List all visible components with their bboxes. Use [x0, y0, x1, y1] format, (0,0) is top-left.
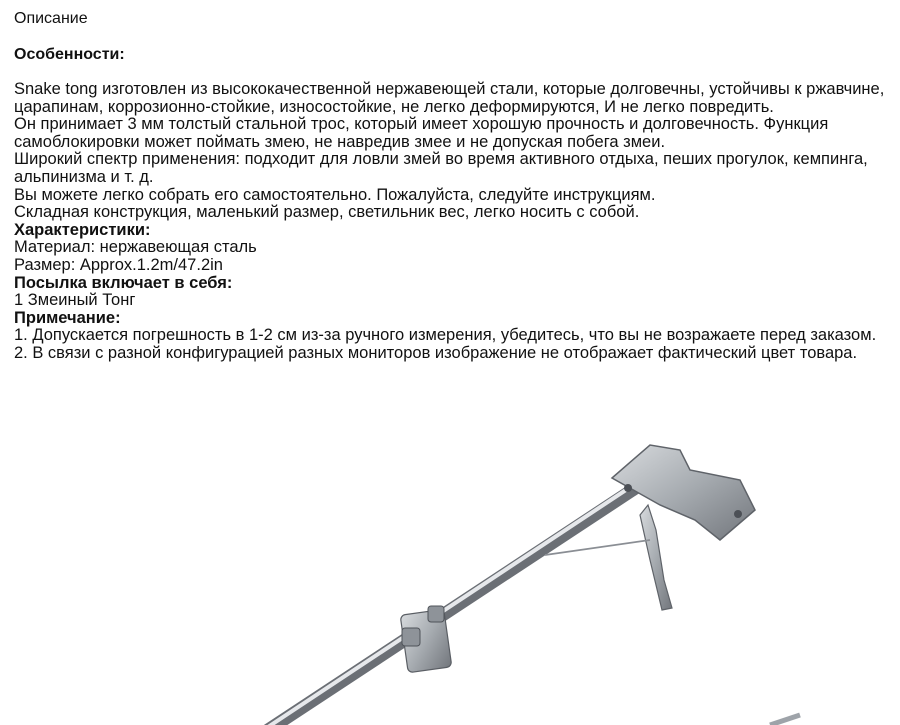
spec-line: Материал: нержавеющая сталь: [14, 238, 257, 257]
snake-tong-photo: [0, 430, 900, 725]
spec-line: Размер: Approx.1.2m/47.2in: [14, 255, 223, 274]
package-heading: Посылка включает в себя:: [14, 273, 233, 292]
product-description: [14, 9, 886, 363]
features-heading: Особенности:: [14, 46, 125, 63]
lower-tip: [770, 715, 800, 725]
feature-line: Вы можете легко собрать его самостоятельно. Пожалуйста, следуйте инструкциям.: [14, 185, 656, 204]
tong-pole-highlight: [268, 482, 638, 725]
feature-line: Складная конструкция, маленький размер, светильник вес, легко носить с собой.: [14, 203, 640, 222]
head-bolt-icon: [624, 484, 632, 492]
feature-line: Snake tong изготовлен из высококачественной нержавеющей стали, которые долговечны, устойчивы к ржавчине, царапинам, коррозионно-стойкие, износостойкие, не легко деформируются, И не легко повредить.: [14, 80, 885, 116]
pole-clamp: [400, 606, 452, 673]
feature-line: Широкий спектр применения: подходит для ловли змей во время активного отдыха, пеших прогулок, кемпинга, альпинизма и т. д.: [14, 150, 868, 186]
section-title: Описание: [14, 10, 88, 27]
head-bolt-icon: [734, 510, 742, 518]
specs-heading: Характеристики:: [14, 220, 151, 239]
note-line: 1. Допускается погрешность в 1-2 см из-за ручного измерения, убедитесь, что вы не возражаете перед заказом.: [14, 326, 877, 345]
feature-line: Он принимает 3 мм толстый стальной трос, который имеет хорошую прочность и долговечность. Функция самоблокировки может поймать змею, не навредив змее и не допуская побега змеи.: [14, 115, 829, 151]
notes-heading: Примечание:: [14, 308, 121, 327]
trigger-handle: [640, 505, 672, 610]
features-text: [14, 81, 886, 363]
note-line: 2. В связи с разной конфигурацией разных мониторов изображение не отображает фактический цвет товара.: [14, 343, 858, 362]
package-line: 1 Змеиный Тонг: [14, 291, 136, 310]
